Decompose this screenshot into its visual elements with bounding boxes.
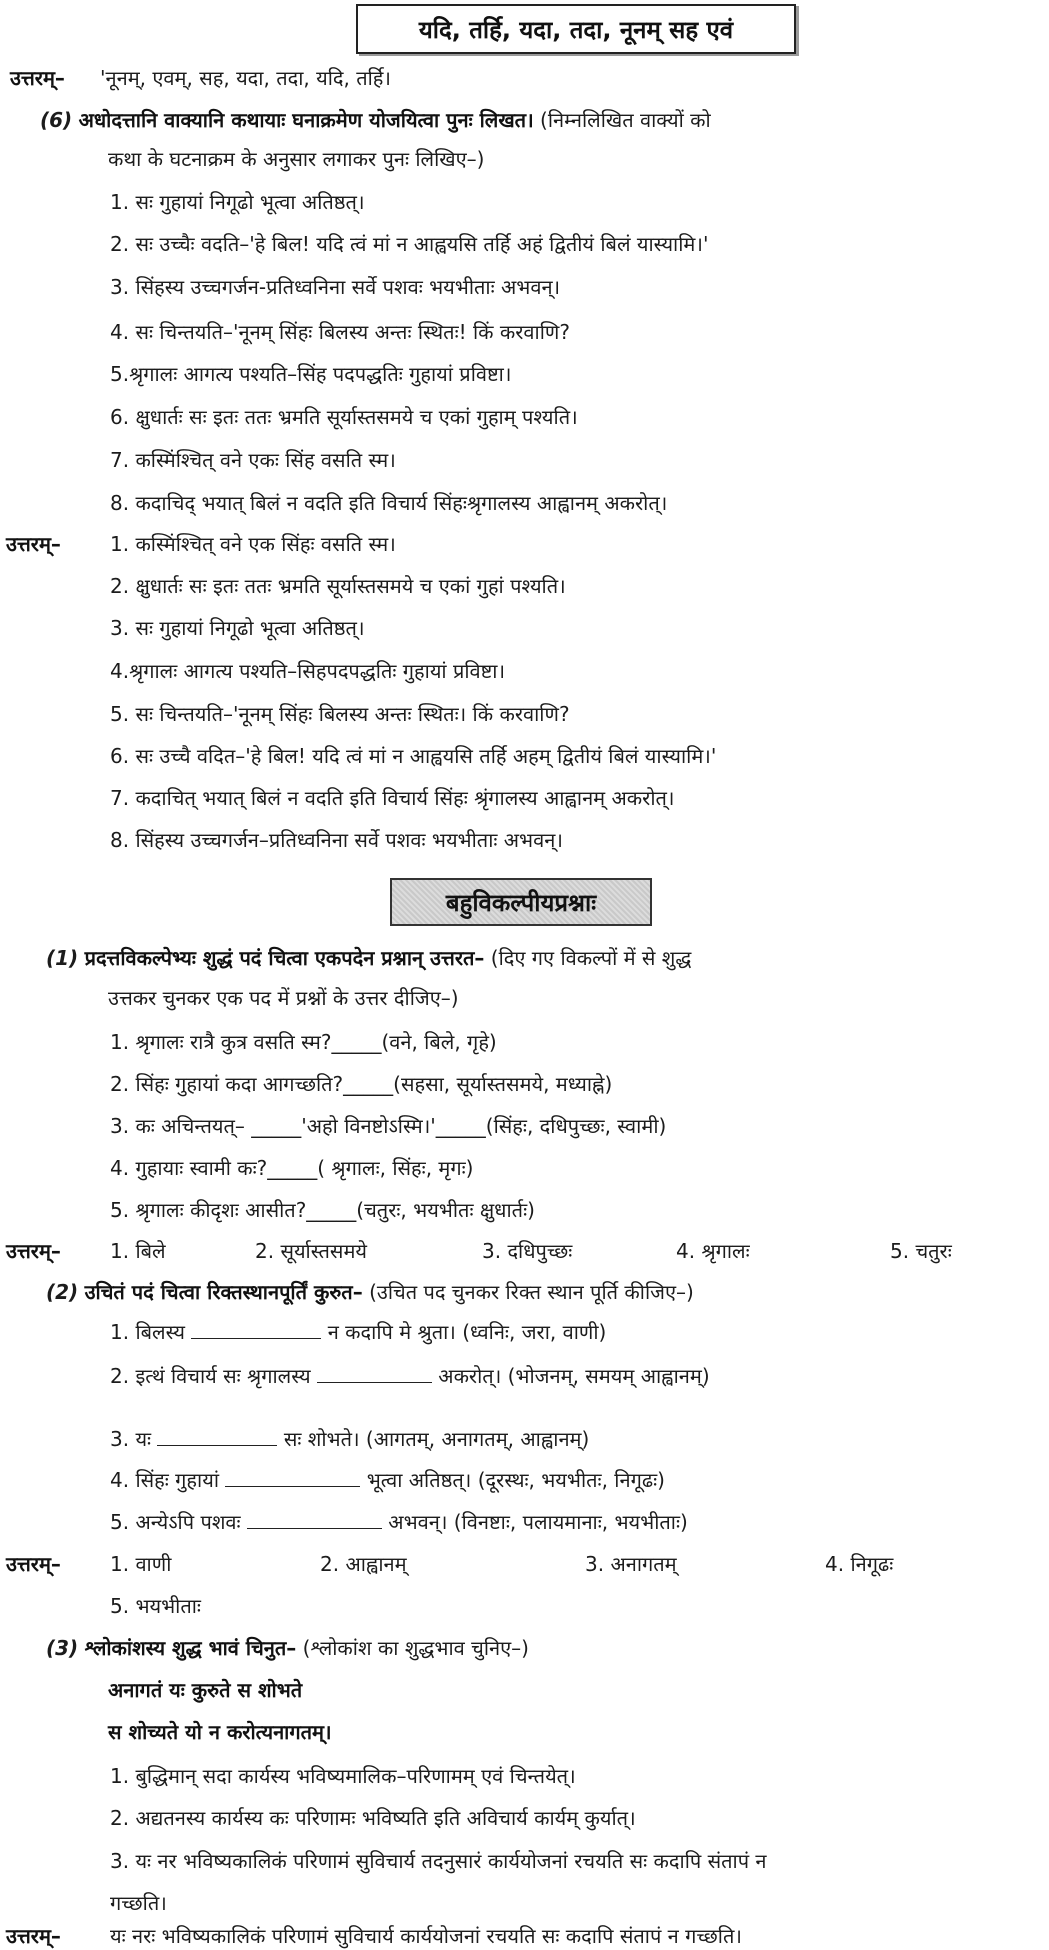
- answer-item: 7. कदाचित् भयात् बिलं न वदति इति विचार्य सिंहः श्रृंगालस्य आह्वानम् अकरोत्।: [110, 786, 675, 810]
- list-item: 2. सः उच्चैः वदति–'हे बिल! यदि त्वं मां न आह्वयसि तर्हि अहं द्वितीयं बिलं यास्यामि।': [110, 232, 709, 256]
- answer-item: 1. कस्मिंश्चित् वने एक सिंहः वसति स्म।: [110, 532, 396, 556]
- question-instruction-hindi-cont: उत्तकर चुनकर एक पद में प्रश्नों के उत्तर दीजिए–): [108, 986, 459, 1010]
- question-instruction-hindi: (दिए गए विकल्पों में से शुद्ध: [490, 946, 692, 970]
- section-heading-box: [356, 4, 796, 54]
- item-text: सः शोभते। (आगतम्, अनागतम्, आह्वानम्): [283, 1427, 590, 1451]
- question-instruction-sanskrit: श्लोकांशस्य शुद्ध भावं चिनुत–: [84, 1636, 297, 1660]
- answer-text: यः नरः भविष्यकालिकं परिणामं सुविचार्य कार्ययोजनां रचयति सः कदापि संतापं न गच्छति।: [110, 1924, 742, 1948]
- question-number: (1): [46, 946, 79, 970]
- item-text: न कदापि मे श्रुता। (ध्वनिः, जरा, वाणी): [327, 1320, 607, 1344]
- fill-blank-item: [110, 1318, 606, 1346]
- question-number: (2): [46, 1280, 79, 1304]
- mcq-item: 2. सिंहः गुहायां कदा आगच्छति?_____(सहसा, सूर्यास्तसमये, मध्याह्ने): [110, 1072, 613, 1096]
- option-item-cont: गच्छति।: [110, 1891, 167, 1915]
- item-text: अकरोत्। (भोजनम्, समयम् आह्वानम्): [438, 1364, 710, 1388]
- list-item: 5.श्रृगालः आगत्य पश्यति–सिंह पदपद्धतिः गुहायां प्रविष्टा।: [110, 362, 512, 386]
- answer-label: उत्तरम्–: [6, 532, 61, 556]
- answer-item: 3. अनागतम्: [585, 1552, 677, 1576]
- answer-label: उत्तरम्–: [6, 1239, 61, 1263]
- fill-blank-item: [110, 1466, 665, 1494]
- item-text: 5. अन्येऽपि पशवः: [110, 1510, 241, 1534]
- option-item: 1. बुद्धिमान् सदा कार्यस्य भविष्यमालिक–परिणामम् एवं चिन्तयेत्।: [110, 1764, 576, 1788]
- question-instruction-hindi: (श्लोकांश का शुद्धभाव चुनिए–): [302, 1636, 529, 1660]
- mcq-1-heading: [46, 944, 691, 972]
- question-instruction-sanskrit: प्रदत्तविकल्पेभ्यः शुद्धं पदं चित्वा एकपदेन प्रश्नान् उत्तरत–: [84, 946, 485, 970]
- answer-item: 1. बिले: [110, 1239, 166, 1263]
- mcq-2-heading: [46, 1278, 694, 1306]
- blank-line: [225, 1468, 360, 1487]
- blank-line: [157, 1427, 277, 1446]
- mcq-heading: बहुविकल्पीयप्रश्नाः: [445, 888, 597, 917]
- question-instruction-hindi-cont: कथा के घटनाक्रम के अनुसार लगाकर पुनः लिखिए–): [108, 147, 485, 171]
- answer-item: 2. क्षुधार्तः सः इतः ततः भ्रमति सूर्यास्तसमये च एकां गुहां पश्यति।: [110, 574, 566, 598]
- fill-blank-item: [110, 1425, 589, 1453]
- item-text: भूत्वा अतिष्ठत्। (दूरस्थः, भयभीतः, निगूढः): [366, 1468, 665, 1492]
- item-text: 3. यः: [110, 1427, 152, 1451]
- mcq-item: 3. कः अचिन्तयत्– _____'अहो विनष्टोऽस्मि।'_____(सिंहः, दधिपुच्छः, स्वामी): [110, 1114, 667, 1138]
- answer-label: उत्तरम्–: [6, 1924, 61, 1948]
- blank-line: [191, 1320, 321, 1339]
- item-text: 4. सिंहः गुहायां: [110, 1468, 219, 1492]
- mcq-3-heading: [46, 1634, 529, 1662]
- item-text: अभवन्। (विनष्टाः, पलायमानाः, भयभीताः): [388, 1510, 688, 1534]
- fill-blank-item: [110, 1362, 710, 1390]
- item-text: 2. इत्थं विचार्य सः श्रृगालस्य: [110, 1364, 311, 1388]
- blank-line: [247, 1510, 382, 1529]
- answer-text: 'नूनम्, एवम्, सह, यदा, तदा, यदि, तर्हि।: [100, 66, 392, 90]
- question-instruction-hindi: (निम्नलिखित वाक्यों को: [540, 108, 711, 132]
- question-number: (6): [40, 108, 73, 132]
- answer-item: 5. चतुरः: [890, 1239, 952, 1263]
- item-text: 1. बिलस्य: [110, 1320, 185, 1344]
- shloka-line: स शोच्यते यो न करोत्यनागतम्।: [108, 1720, 332, 1744]
- mcq-item: 5. श्रृगालः कीदृशः आसीत?_____(चतुरः, भयभीतः क्षुधार्तः): [110, 1198, 535, 1222]
- question-number: (3): [46, 1636, 79, 1660]
- answer-item: 2. सूर्यास्तसमये: [255, 1239, 367, 1263]
- list-item: 4. सः चिन्तयति–'नूनम् सिंहः बिलस्य अन्तः स्थितः! किं करवाणि?: [110, 320, 570, 344]
- answer-item: 4.श्रृगालः आगत्य पश्यति–सिहपदपद्धतिः गुहायां प्रविष्टा।: [110, 659, 506, 683]
- question-instruction-hindi: (उचित पद चुनकर रिक्त स्थान पूर्ति कीजिए–): [369, 1280, 694, 1304]
- mcq-item: 4. गुहायाः स्वामी कः?_____( श्रृगालः, सिंहः, मृगः): [110, 1156, 474, 1180]
- answer-item: 4. निगूढः: [825, 1552, 894, 1576]
- question-instruction-sanskrit: अधोदत्तानि वाक्यानि कथायाः घनाक्रमेण योजयित्वा पुनः लिखत।: [78, 108, 534, 132]
- answer-item: 3. दधिपुच्छः: [482, 1239, 573, 1263]
- answer-item: 1. वाणी: [110, 1552, 172, 1576]
- answer-label: उत्तरम्–: [10, 66, 65, 90]
- option-item: 3. यः नर भविष्यकालिकं परिणामं सुविचार्य तदनुसारं कार्ययोजनां रचयति सः कदापि संतापं न: [110, 1849, 767, 1873]
- list-item: 8. कदाचिद् भयात् बिलं न वदति इति विचार्य सिंहःश्रृगालस्य आह्वानम् अकरोत्।: [110, 491, 668, 515]
- fill-blank-item: [110, 1508, 688, 1536]
- answer-item: 2. आह्वानम्: [320, 1552, 407, 1576]
- answer-item: 5. सः चिन्तयति–'नूनम् सिंहः बिलस्य अन्तः स्थितः। किं करवाणि?: [110, 702, 570, 726]
- list-item: 1. सः गुहायां निगूढो भूत्वा अतिष्ठत्।: [110, 190, 365, 214]
- answer-label: उत्तरम्–: [6, 1552, 61, 1576]
- answer-item: 4. श्रृगालः: [676, 1239, 750, 1263]
- list-item: 7. कस्मिंश्चित् वने एकः सिंह वसति स्म।: [110, 448, 396, 472]
- question-6-heading: [40, 106, 711, 134]
- answer-item: 3. सः गुहायां निगूढो भूत्वा अतिष्ठत्।: [110, 616, 365, 640]
- list-item: 6. क्षुधार्तः सः इतः ततः भ्रमति सूर्यास्तसमये च एकां गुहाम् पश्यति।: [110, 405, 578, 429]
- answer-item: 6. सः उच्चै वदित–'हे बिल! यदि त्वं मां न आह्वयसि तर्हि अहम् द्वितीयं बिलं यास्यामि।': [110, 744, 717, 768]
- option-item: 2. अद्यतनस्य कार्यस्य कः परिणामः भविष्यति इति अविचार्य कार्यम् कुर्यात्।: [110, 1806, 636, 1830]
- section-heading: यदि, तर्हि, यदा, तदा, नूनम् सह एवं: [418, 15, 734, 44]
- answer-item: 8. सिंहस्य उच्चगर्जन–प्रतिध्वनिना सर्वे पशवः भयभीताः अभवन्।: [110, 828, 563, 852]
- list-item: 3. सिंहस्य उच्चगर्जन-प्रतिध्वनिना सर्वे पशवः भयभीताः अभवन्।: [110, 275, 561, 299]
- question-instruction-sanskrit: उचितं पदं चित्वा रिक्तस्थानपूर्तिं कुरुत–: [84, 1280, 363, 1304]
- mcq-item: 1. श्रृगालः रात्रै कुत्र वसति स्म?_____(वने, बिले, गृहे): [110, 1030, 497, 1054]
- shloka-line: अनागतं यः कुरुते स शोभते: [108, 1678, 303, 1702]
- mcq-heading-box: [390, 878, 652, 926]
- blank-line: [317, 1364, 432, 1383]
- answer-item: 5. भयभीताः: [110, 1594, 201, 1618]
